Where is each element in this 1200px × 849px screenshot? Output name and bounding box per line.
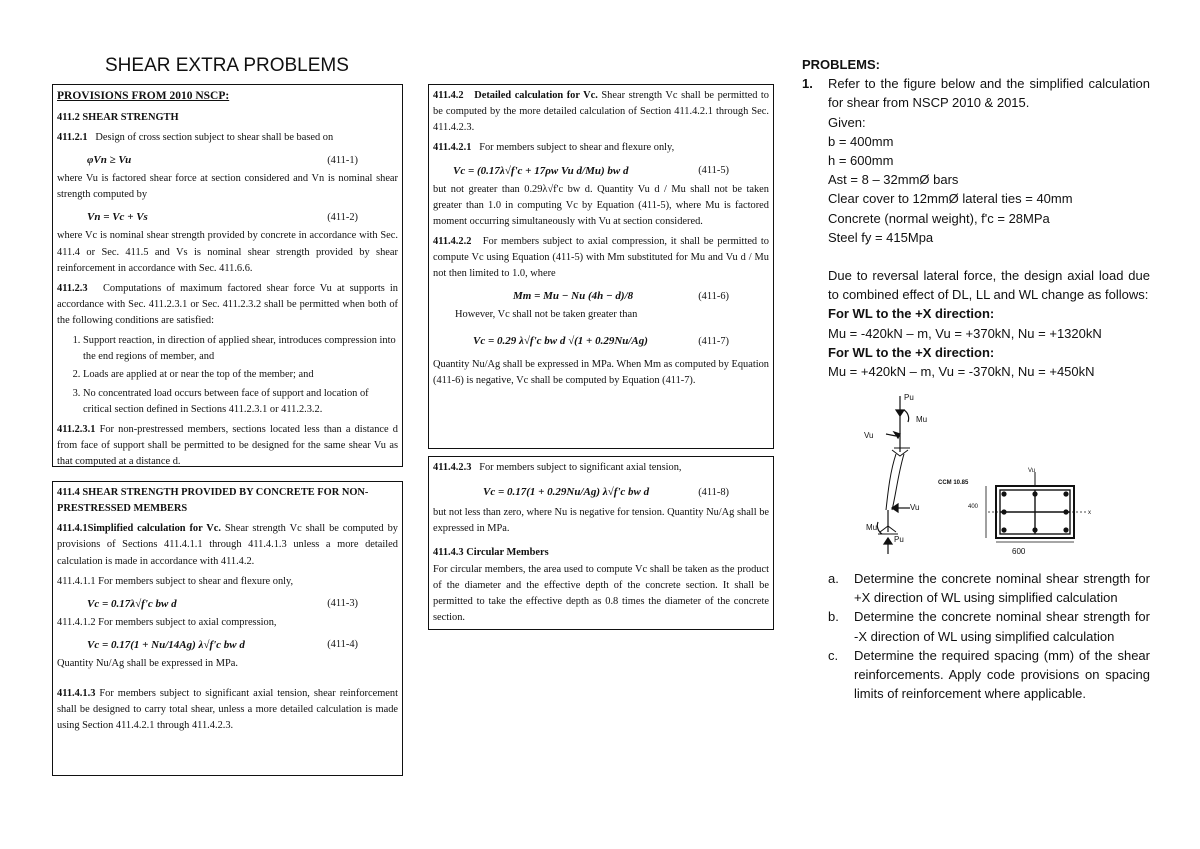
given-item: Clear cover to 12mmØ lateral ties = 40mm <box>828 191 1073 207</box>
equation-411-8 <box>433 480 769 505</box>
section-411-2-3 <box>57 281 398 329</box>
equation-number: (411-8) <box>698 486 729 498</box>
section-411-4-1-3 <box>57 686 398 734</box>
list-item: 1. Support reaction, in direction of applied shear, introduces compression into the end regions of member, and <box>83 333 398 365</box>
task-item <box>802 607 1150 645</box>
section-title: Detailed calculation for Vc. <box>474 90 598 101</box>
vu-right-label: Vu <box>910 503 920 512</box>
section-text: For members subject to significant axial tension, shear reinforcement shall be designed to carry total shear, unless a more detailed calculation is made using Section 411.4.2.1 through 411.4.2.3. <box>57 688 398 732</box>
equation-411-7 <box>433 327 769 356</box>
problem-1 <box>802 74 1150 112</box>
paragraph: where Vu is factored shear force at section considered and Vn is nominal shear strength computed by <box>57 173 398 201</box>
equation-number: (411-6) <box>698 290 729 302</box>
equation: Mm = Mu − Nu (4h − d)/8 <box>513 290 634 303</box>
equation-number: (411-4) <box>327 639 358 651</box>
section-number: 411.4.2.2 <box>433 235 472 247</box>
concrete-heading: 411.4 SHEAR STRENGTH PROVIDED BY CONCRETE FOR NON-PRESTRESSED MEMBERS <box>57 487 369 515</box>
problems-column <box>802 55 1150 381</box>
given-item: Steel fy = 415Mpa <box>828 229 934 245</box>
section-411-4-2-2 <box>433 234 769 282</box>
mu-bottom-label: Mu <box>866 523 878 532</box>
section-number: 411.4.2.3 <box>433 462 472 473</box>
given-item: Concrete (normal weight), f'c = 28MPa <box>828 210 1050 226</box>
tasks-list <box>802 569 1150 703</box>
equation-number: (411-5) <box>698 164 729 176</box>
equation-number: (411-3) <box>327 598 358 610</box>
paragraph: However, Vc shall not be taken greater than <box>455 309 638 321</box>
list-item: 3. No concentrated load occurs between face of support and location of critical section defined in Sections 411.2.3.1 or 411.2.3.2. <box>83 386 398 418</box>
detailed-calc-box <box>428 84 774 449</box>
tension-box <box>428 456 774 630</box>
section-number: 411.2.3 <box>57 282 88 294</box>
equation: Vc = (0.17λ√f'c + 17ρw Vu d/Mu) bw d <box>453 164 629 177</box>
section-text: Shear strength Vc shall be permitted to be computed by the more detailed calculation of Section 411.4.2.1 through Sec. 411.4.2.3. <box>433 90 770 134</box>
paragraph: where Vc is nominal shear strength provided by concrete in accordance with Sec. 411.4 or Sec. 411.5 and Vs is nominal shear strength provided by shear reinforcement in accordance with Sec. 411.6.6. <box>57 230 398 274</box>
equation: Vc = 0.17(1 + Nu/14Ag) λ√f'c bw d <box>87 638 245 651</box>
section-text: Shear strength Vc shall be computed by provisions of Sections 411.4.1.1 through 411.4.1.3 unless a more detailed calculation is made in accordance with 411.4.2. <box>57 523 398 567</box>
task-item <box>802 646 1150 704</box>
equation: Vc = 0.17(1 + 0.29Nu/Ag) λ√f'c bw d <box>483 486 650 499</box>
given-item: h = 600mm <box>828 153 894 169</box>
section-number: 411.4.2.1 <box>433 142 472 154</box>
equation-411-3 <box>57 594 398 615</box>
given-item: Ast = 8 – 32mmØ bars <box>828 172 959 188</box>
concrete-shear-box <box>52 481 403 776</box>
list-marker: a. <box>828 571 839 586</box>
case-2-values: Mu = +420kN – m, Vu = -370kN, Nu = +450kN <box>828 364 1095 380</box>
figure-labels <box>864 393 1091 556</box>
section-text: Design of cross section subject to shear shall be based on <box>95 131 334 143</box>
list-marker: 1. <box>802 76 813 92</box>
section-number: 411.4.1.3 <box>57 688 96 700</box>
equation: Vn = Vc + Vs <box>87 211 148 224</box>
problems-heading: PROBLEMS: <box>802 57 880 72</box>
section-number: 411.2.3.1 <box>57 423 96 435</box>
section-411-4-1 <box>57 521 398 569</box>
equation-411-6 <box>433 286 769 307</box>
paragraph: Quantity Nu/Ag shall be expressed in MPa. When Mm as computed by Equation (411-6) is negative, Vc shall be computed by Equation (411-7). <box>433 358 770 386</box>
section-411-2: 411.2 SHEAR STRENGTH <box>57 111 179 123</box>
section-411-4-2-1 <box>433 140 769 156</box>
given-item: b = 400mm <box>828 133 894 149</box>
section-411-4-3: 411.4.3 Circular Members <box>433 547 549 559</box>
section-text: For non-prestressed members, sections located less than a distance d from face of support shall be permitted to be designed for the same shear Vu as that computed at a distance d. <box>57 423 398 468</box>
column-figure <box>858 392 1098 557</box>
vu-left-label: Vu <box>864 431 874 440</box>
task-item <box>802 569 1150 607</box>
equation-number: (411-1) <box>327 154 358 166</box>
section-number: 411.4.1 <box>57 523 88 535</box>
section-text: For members subject to significant axial tension, <box>479 462 682 473</box>
section-text: For members subject to shear and flexure only, <box>479 142 675 154</box>
case-1-label: For WL to the +X direction: <box>828 306 995 322</box>
section-411-4-2 <box>433 88 769 136</box>
problem-1-text: Refer to the figure below and the simplified calculation for shear from NSCP 2010 & 2015. <box>828 76 1150 111</box>
page-title: SHEAR EXTRA PROBLEMS <box>105 55 349 76</box>
dim-bottom-label: 600 <box>1012 547 1026 556</box>
section-411-4-1-1: 411.4.1.1 For members subject to shear and flexure only, <box>57 575 294 587</box>
reversal-text: Due to reversal lateral force, the design axial load due to combined effect of DL, LL and WL change as follows: <box>828 268 1150 303</box>
task-text: Determine the concrete nominal shear strength for +X direction of WL using simplified calculation <box>854 571 1150 606</box>
section-text: For members subject to axial compression, it shall be permitted to compute Vc using Equation (411-5) with Mm substituted for Mu and Vu d / Mu not then limited to 1.0, where <box>433 235 769 280</box>
axis-label: x <box>1088 510 1091 516</box>
equation-411-1 <box>57 150 398 171</box>
pu-top-label: Pu <box>904 393 914 402</box>
pu-bottom-label: Pu <box>894 535 904 544</box>
dim-side-label: 400 <box>968 504 979 510</box>
section-number: 411.4.2 <box>433 90 464 101</box>
equation: φVn ≥ Vu <box>87 154 132 167</box>
case-1-values: Mu = -420kN – m, Vu = +370kN, Nu = +1320kN <box>828 325 1102 341</box>
case-2-label: For WL to the +X direction: <box>828 344 995 360</box>
equation-number: (411-2) <box>327 211 358 223</box>
section-411-4-2-3 <box>433 460 769 476</box>
equation: Vc = 0.17λ√f'c bw d <box>87 597 177 610</box>
section-411-2-1 <box>57 130 398 146</box>
section-vu-label: Vu <box>1028 468 1036 474</box>
section-411-4-1-2: 411.4.1.2 For members subject to axial compression, <box>57 616 277 628</box>
task-text: Determine the concrete nominal shear strength for -X direction of WL using simplified calculation <box>854 609 1150 644</box>
list-marker: c. <box>828 647 839 663</box>
provisions-box <box>52 84 403 467</box>
equation-411-5 <box>433 161 769 182</box>
equation-411-4 <box>57 635 398 656</box>
paragraph: For circular members, the area used to compute Vc shall be taken as the product of the diameter and the effective depth of the concrete section. It shall be permitted to take the effective depth as 0.8 times the diameter of the concrete section. <box>433 563 769 623</box>
equation-number: (411-7) <box>698 335 729 347</box>
equation-411-2 <box>57 207 398 228</box>
conditions-list <box>57 333 398 418</box>
section-number: 411.2.1 <box>57 131 88 143</box>
provisions-heading: PROVISIONS FROM 2010 NSCP: <box>57 90 230 102</box>
section-text: Computations of maximum factored shear force Vu at supports in accordance with Sec. 411.2.3.1 or Sec. 411.2.3.2 shall be permitted when both of the following conditions are satisfied: <box>57 282 398 327</box>
cover-label: CCM 10.85 <box>938 480 969 486</box>
mu-top-label: Mu <box>916 415 928 424</box>
section-411-2-3-1 <box>57 422 398 470</box>
paragraph: Quantity Nu/Ag shall be expressed in MPa. <box>57 657 238 669</box>
paragraph: but not greater than 0.29λ√f'c bw d. Quantity Vu d / Mu shall not be taken greater than 1.0 in computing Vc by Equation (411-5), where Mu is factored moment occurring simultaneously with Vu at section considered. <box>433 183 769 227</box>
list-marker: b. <box>828 609 839 625</box>
equation: Vc = 0.29 λ√f'c bw d √(1 + 0.29Nu/Ag) <box>473 335 648 348</box>
task-text: Determine the required spacing (mm) of the shear reinforcements. Apply code provisions on spacing limits of reinforcement where applicable. <box>854 647 1150 702</box>
section-title: Simplified calculation for Vc. <box>87 523 221 535</box>
given-label: Given: <box>828 114 866 130</box>
paragraph: but not less than zero, where Nu is negative for tension. Quantity Nu/Ag shall be expressed in MPa. <box>433 507 769 535</box>
list-item: 2. Loads are applied at or near the top of the member; and <box>83 367 398 383</box>
